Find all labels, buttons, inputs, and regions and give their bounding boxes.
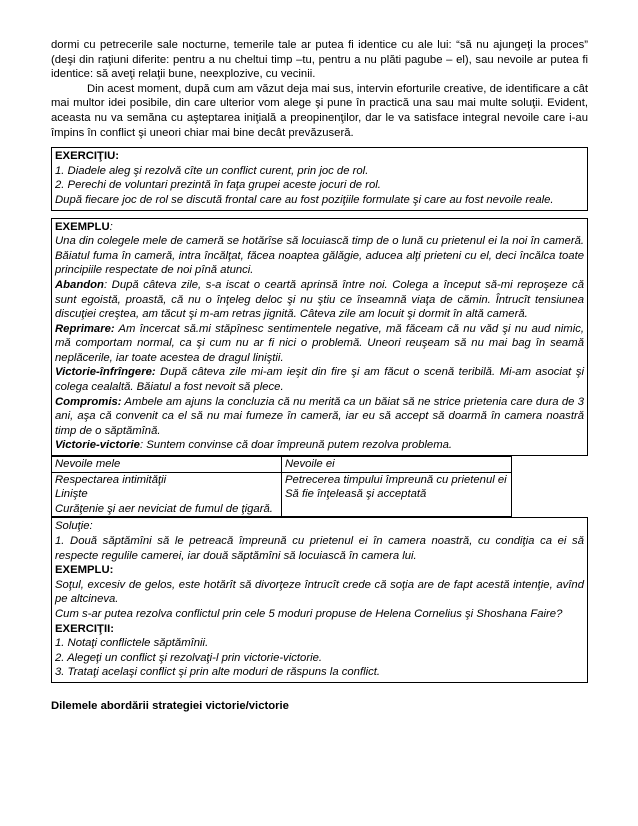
example-title: EXEMPLU <box>55 220 110 233</box>
table-cell-mine <box>52 472 282 517</box>
need-item: Petrecerea timpului împreună cu prietenul ei <box>285 473 507 486</box>
mode-text: : După câteva zile, s-a iscat o ceartă aprinsă între noi. Colega a început să-mi reproşeze că sunt egoistă, proastă, că nu o înţeleg deloc şi nu ştiu ce înseamnă viaţa de cămin. Întrucît tensiunea discuţiei creştea, am tăcut şi m-am retras jignită. Câteva zile am locuit şi dormit în altă cameră. <box>55 278 584 321</box>
example-title-2: EXEMPLU: <box>55 564 114 577</box>
mode-label: Abandon <box>55 278 104 291</box>
example-story-2: Soţul, excesiv de gelos, este hotărît să divorţeze întrucît crede că soţia are de fapt acestă intenţie, avînd pe altcineva. <box>55 578 584 606</box>
table-header-cell: Nevoile ei <box>282 457 512 473</box>
mode-reprimare <box>55 322 584 366</box>
exercise-item: 1. Notaţi conflictele săptămînii. <box>55 637 209 650</box>
mode-text: : Suntem convinse că doar împreună putem rezolva problema. <box>139 439 453 452</box>
mode-label: Victorie-înfrîngere: <box>55 366 156 379</box>
table-cell-hers <box>282 472 512 517</box>
solution-text: 1. Două săptămîni să le petreacă împreună cu prietenul ei în camera noastră, cu condiţia ca ei să respecte regulile camerei, iar două săptămîni să locuiască în camera lui. <box>55 535 584 562</box>
table-header-cell: Nevoile mele <box>52 457 282 473</box>
exercise-title: EXERCIŢIU: <box>55 150 120 163</box>
mode-text: După câteva zile mi-am ieşit din fire şi am făcut o scenă teribilă. Mi-am asociat şi colega cealaltă. Băiatul a fost nevoit să plece. <box>55 366 584 394</box>
example-story: Una din colegele mele de cameră se hotărîse să locuiască timp de o lună cu prietenul ei la noi în cameră. Băiatul fuma în cameră, intra încălţat, făcea noaptea gălăgie, aducea alţi prieteni cu el, deci încălca toate principiile respectate de noi pînă atunci. <box>55 235 584 277</box>
example-question: Cum s-ar putea rezolva conflictul prin cele 5 moduri propuse de Helena Cornelius şi Shoshana Faire? <box>55 607 563 620</box>
table-row <box>52 472 512 517</box>
need-item: Curăţenie şi aer neviciat de fumul de ţigară. <box>55 502 273 515</box>
mode-text: Ambele am ajuns la concluzia că nu merită ca un băiat să ne strice prietenia care dura de 3 ani, aşa că convenit ca el să nu mai fumeze în cameră, iar eu să accept să doarmă în camera noastră timp de o săptămînă. <box>55 395 584 437</box>
example-box-1 <box>51 218 588 457</box>
need-item: Linişte <box>55 488 88 501</box>
mode-victorie-victorie <box>55 438 584 453</box>
mode-text: Am încercat să.mi stăpînesc sentimentele negative, mă făceam că nu văd şi nu aud nimic, mă comportam normal, ca şi cum nu ar fi nici o problemă. Uneori reuşeam să nu mai bag în seamă neplăcerile, iar toate acestea de dragul liniştii. <box>55 322 584 364</box>
exercise-item: 1. Diadele aleg şi rezolvă cîte un conflict curent, prin joc de rol. <box>55 164 369 177</box>
mode-label: Reprimare: <box>55 322 115 335</box>
mode-compromis <box>55 395 584 439</box>
mode-abandon <box>55 278 584 322</box>
exercise-note: După fiecare joc de rol se discută frontal care au fost poziţiile formulate şi care au fost nevoile reale. <box>55 193 554 206</box>
exercises-title: EXERCIŢII: <box>55 622 114 635</box>
table-header-row <box>52 457 512 473</box>
mode-label: Victorie-victorie <box>55 439 140 452</box>
need-item: Să fie înţeleasă şi acceptată <box>285 488 427 501</box>
section-heading: Dilemele abordării strategiei victorie/victorie <box>51 699 289 712</box>
exercise-item: 3. Trataţi acelaşi conflict şi prin alte moduri de răspuns la conflict. <box>55 666 381 679</box>
need-item: Respectarea intimităţii <box>55 473 167 486</box>
document-page <box>51 38 588 714</box>
needs-table <box>51 456 512 517</box>
solution-title: Soluţie: <box>55 520 93 533</box>
mode-label: Compromis: <box>55 395 122 408</box>
exercise-box-1 <box>51 147 588 210</box>
exercise-item: 2. Alegeţi un conflict şi rezolvaţi-l prin victorie-victorie. <box>55 651 323 664</box>
intro-paragraph-1: dormi cu petrecerile sale nocturne, temerile tale ar putea fi identice cu ale lui: “să nu ajungeţi la proces” (deşi din raţiuni diferite: pentru a nu cheltui timp –tu, pentru a nu plăti pagube – el), sau nevoile ar putea fi identice: să aveţi relaţii bune, neexplozive, cu vecinii. <box>51 39 588 81</box>
mode-victorie-infrangere <box>55 365 584 394</box>
exercise-item: 2. Perechi de voluntari prezintă în faţa grupei aceste jocuri de rol. <box>55 179 381 192</box>
example-title-colon: : <box>109 220 113 233</box>
solution-box <box>51 517 588 683</box>
intro-paragraph-2: Din acest moment, după cum am văzut deja mai sus, intervin eforturile creative, de identificare a cât mai multor idei posibile, din care ulterior vom alege şi pune în practică una sau mai multe soluţii. Evident, aceasta nu va semăna cu aşteptarea iniţială a preopinenţilor, dar le va satisface integral nevoile care i-au împins în conflict şi uneori chiar mai bine decât prevăzuseră. <box>51 82 588 139</box>
